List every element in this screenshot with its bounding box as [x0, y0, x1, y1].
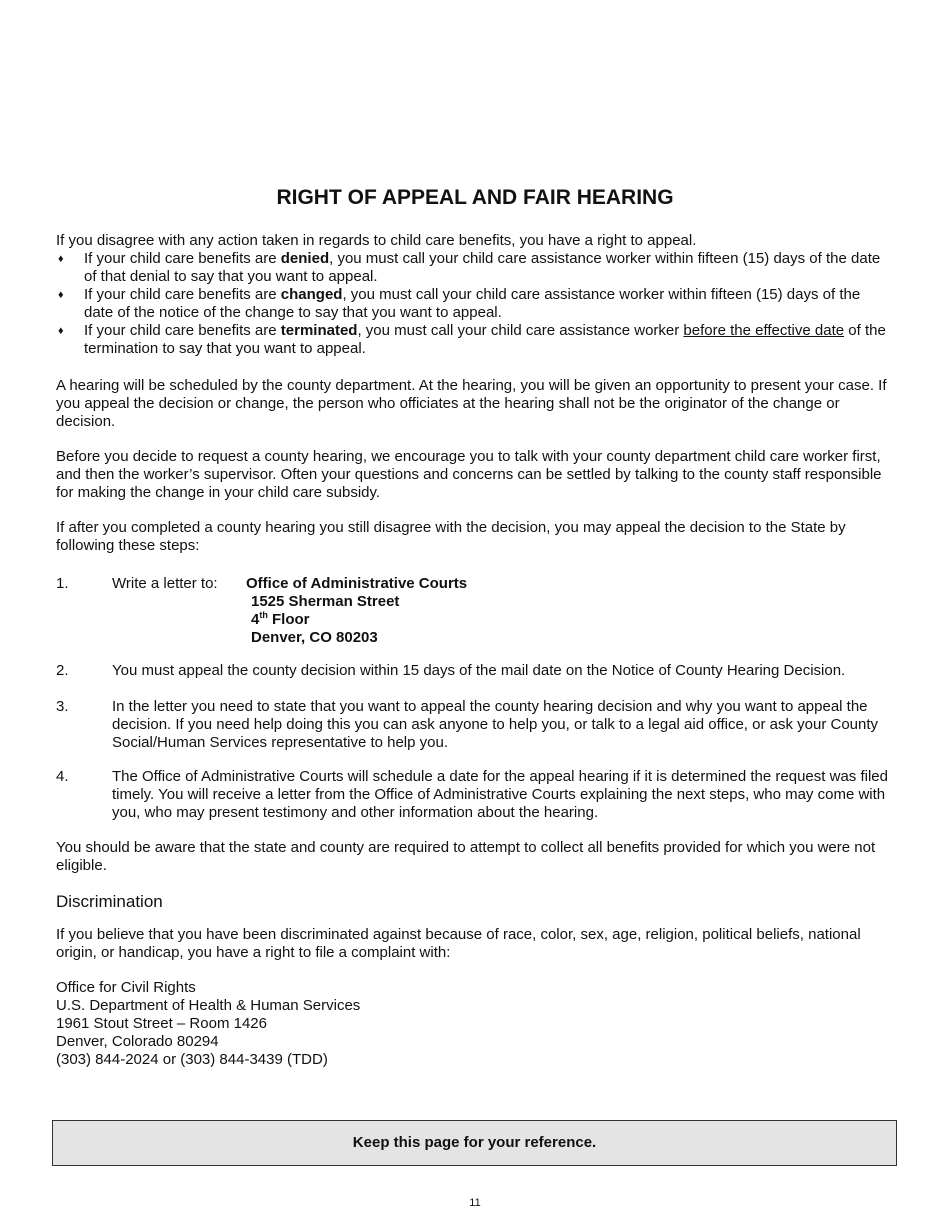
ocr-phone-line: (303) 844-2024 or (303) 844-3439 (TDD) — [56, 1051, 328, 1068]
step-text: The Office of Administrative Courts will schedule a date for the appeal hearing if it is determined the request was filed timely. You will receive a letter from the Office of Administrative Courts explaining the next steps, who may come with you, who may present testimony and other information about the hearing. — [112, 768, 888, 821]
oac-name: Office of Administrative Courts — [246, 575, 468, 592]
bold-denied: denied — [280, 250, 330, 267]
ocr-line: Denver, Colorado 80294 — [56, 1033, 219, 1050]
step-number: 4. — [56, 768, 69, 785]
reference-notice-text: Keep this page for your reference. — [352, 1134, 597, 1151]
step-text: Write a letter to: — [112, 575, 218, 592]
discrimination-paragraph: If you believe that you have been discriminated against because of race, color, sex, age, religion, political beliefs, national origin, or handicap, you have a right to file a complaint with: — [56, 926, 861, 961]
discrimination-heading: Discrimination — [56, 892, 163, 911]
step-number: 1. — [56, 575, 69, 592]
bold-changed: changed — [280, 286, 343, 303]
ocr-line: 1961 Stout Street – Room 1426 — [56, 1015, 267, 1032]
reference-notice-box — [52, 1120, 897, 1166]
diamond-bullet-icon: ♦ — [58, 289, 64, 301]
bold-terminated: terminated — [280, 322, 358, 339]
after-hearing-paragraph: If after you completed a county hearing you still disagree with the decision, you may appeal the decision to the State by following these steps: — [56, 519, 846, 554]
ocr-line: U.S. Department of Health & Human Services — [56, 997, 361, 1014]
step-number: 3. — [56, 698, 69, 715]
step-number: 2. — [56, 662, 69, 679]
oac-street: 1525 Sherman Street — [251, 593, 400, 610]
step-text: You must appeal the county decision within 15 days of the mail date on the Notice of County Hearing Decision. — [112, 662, 846, 679]
collection-notice-paragraph: You should be aware that the state and county are required to attempt to collect all benefits provided for which you were not eligible. — [56, 839, 876, 874]
bullet-item-terminated: ♦ If your child care benefits are terminated, you must call your child care assistance worker before the effective date of the termination to say that you want to appeal. — [58, 322, 886, 357]
ocr-line: Office for Civil Rights — [56, 979, 196, 996]
step-1 — [56, 575, 888, 593]
oac-floor: 4th Floor — [251, 610, 310, 628]
step-3 — [56, 698, 888, 752]
page-number: 11 — [469, 1197, 481, 1209]
step-text: In the letter you need to state that you want to appeal the county hearing decision and why you want to appeal the decision. If you need help doing this you can ask anyone to help you, or talk to a legal aid office, or ask your County Social/Human Services representative to help you. — [112, 698, 879, 751]
hearing-paragraph: A hearing will be scheduled by the county department. At the hearing, you will be given an opportunity to present your case. If you appeal the decision or change, the person who officiates at the hearing shall not be the originator of the change or decision. — [56, 377, 887, 430]
page-title: RIGHT OF APPEAL AND FAIR HEARING — [276, 186, 674, 209]
appeal-bullet-list — [56, 250, 888, 358]
before-request-paragraph: Before you decide to request a county hearing, we encourage you to talk with your county department child care worker first, and then the worker’s supervisor. Often your questions and concerns can be settled by talking to the county staff responsible for making the change in your child care subsidy. — [56, 448, 882, 501]
bullet-item-changed: ♦ If your child care benefits are changed, you must call your child care assistance worker within fifteen (15) days of the date of the notice of the change to say that you want to appeal. — [58, 286, 861, 321]
ocr-address — [56, 979, 556, 1069]
underlined-effective-date: before the effective date — [683, 322, 845, 339]
step-2 — [56, 662, 888, 680]
oac-city: Denver, CO 80203 — [251, 629, 378, 646]
step-4 — [56, 768, 888, 822]
diamond-bullet-icon: ♦ — [58, 253, 64, 265]
diamond-bullet-icon: ♦ — [58, 325, 64, 337]
bullet-item-denied: ♦ If your child care benefits are denied, you must call your child care assistance worker within fifteen (15) days of the date of that denial to say that you want to appeal. — [58, 250, 881, 285]
intro-paragraph: If you disagree with any action taken in regards to child care benefits, you have a right to appeal. — [56, 232, 697, 249]
oac-address — [246, 575, 467, 647]
